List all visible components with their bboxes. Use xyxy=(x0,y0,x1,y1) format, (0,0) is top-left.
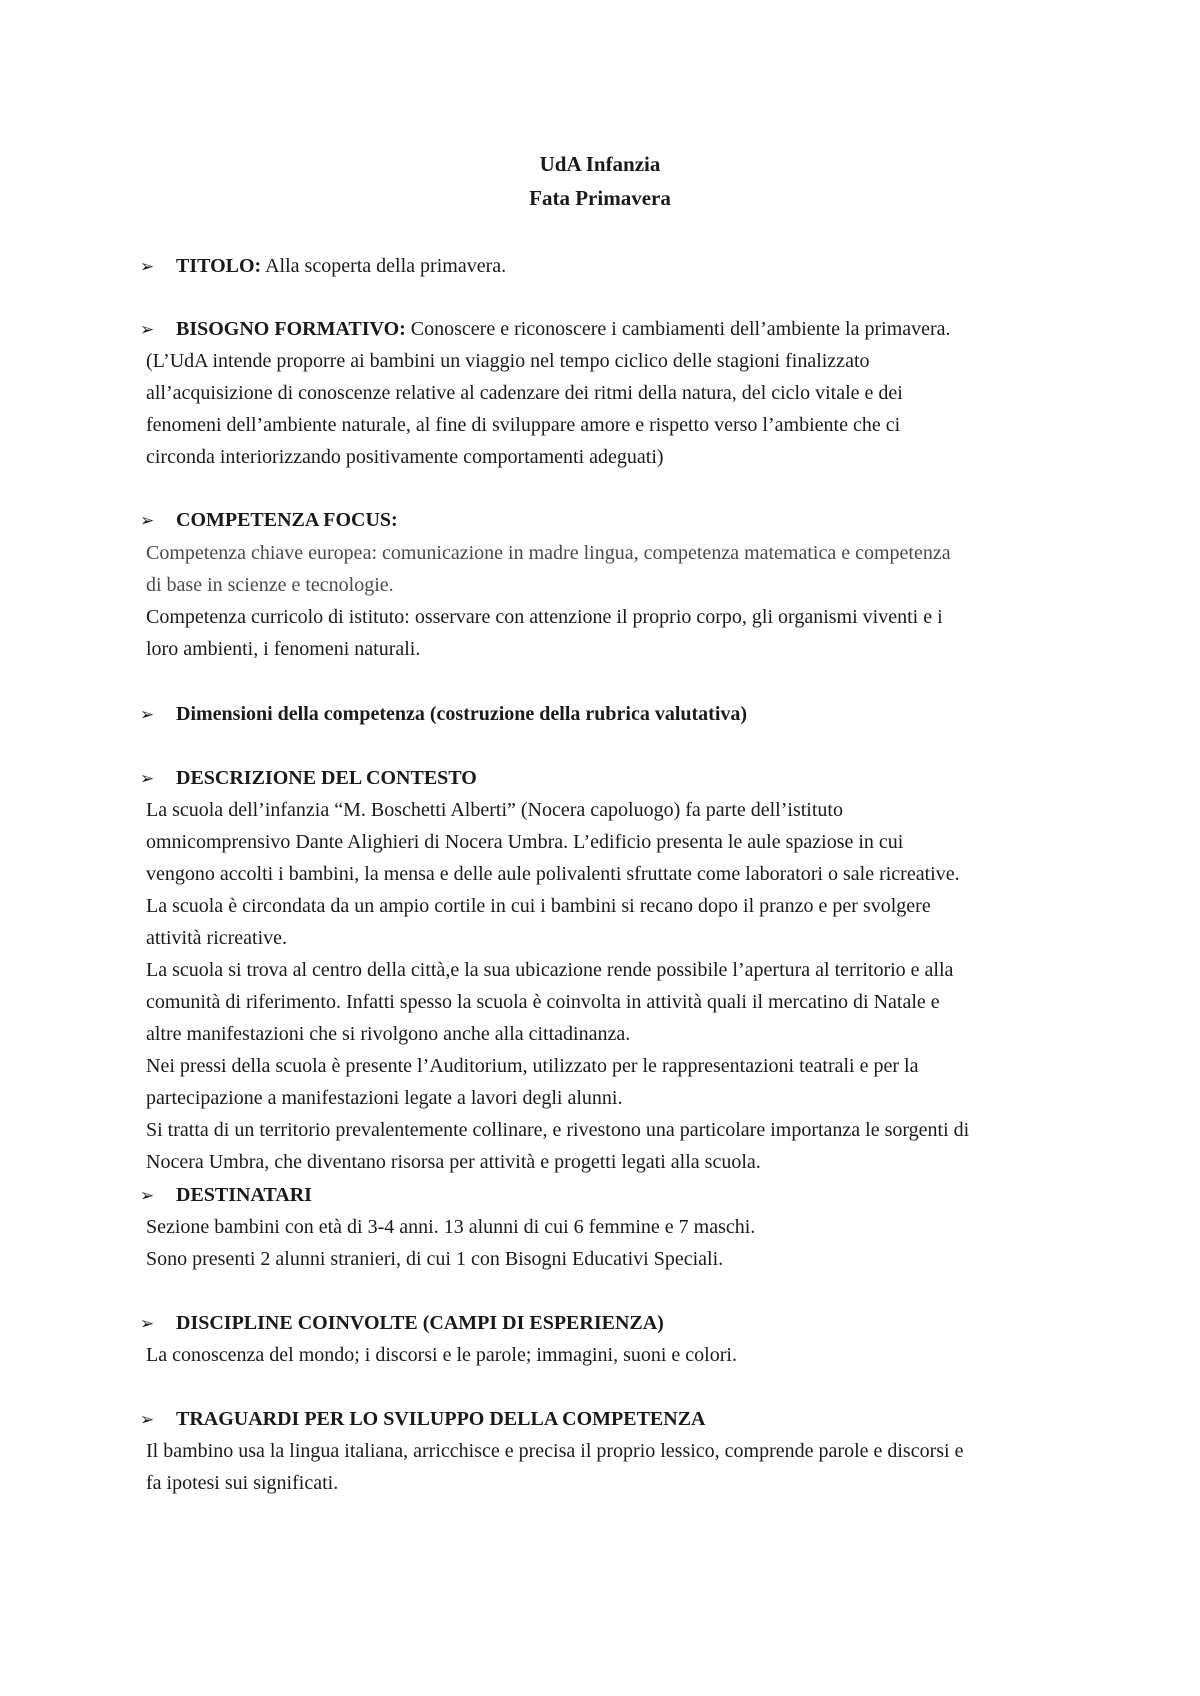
paragraph-line: di base in scienze e tecnologie. xyxy=(146,574,394,596)
document-subtitle: Fata Primavera xyxy=(529,186,671,210)
paragraph-line: La scuola dell’infanzia “M. Boschetti Alberti” (Nocera capoluogo) fa parte dell’istituto xyxy=(146,799,843,821)
paragraph-line: Sezione bambini con età di 3-4 anni. 13 alunni di cui 6 femmine e 7 maschi. xyxy=(146,1216,756,1238)
paragraph-line: Il bambino usa la lingua italiana, arricchisce e precisa il proprio lessico, comprende parole e discorsi e xyxy=(146,1440,964,1462)
section-label: DISCIPLINE COINVOLTE (CAMPI DI ESPERIENZA) xyxy=(176,1312,664,1334)
paragraph-line: La conoscenza del mondo; i discorsi e le parole; immagini, suoni e colori. xyxy=(146,1344,737,1366)
section-titolo xyxy=(140,250,1150,283)
paragraph-line: circonda interiorizzando positivamente comportamenti adeguati) xyxy=(146,446,664,468)
section-text: Conoscere e riconoscere i cambiamenti dell’ambiente la primavera. xyxy=(405,318,951,340)
section-label: DESTINATARI xyxy=(176,1184,312,1206)
paragraph-line: attività ricreative. xyxy=(146,927,288,949)
bullet-arrow-icon: ➢ xyxy=(140,769,155,789)
bullet-arrow-icon: ➢ xyxy=(140,1410,155,1430)
paragraph-line: Nocera Umbra, che diventano risorsa per attività e progetti legati alla scuola. xyxy=(146,1151,761,1173)
bullet-arrow-icon: ➢ xyxy=(140,320,155,340)
section-label: DESCRIZIONE DEL CONTESTO xyxy=(176,767,477,789)
section-bisogno-formativo xyxy=(140,313,1150,346)
paragraph-line: La scuola è circondata da un ampio cortile in cui i bambini si recano dopo il pranzo e per svolgere xyxy=(146,895,931,917)
paragraph-line: La scuola si trova al centro della città,e la sua ubicazione rende possibile l’apertura al territorio e alla xyxy=(146,959,954,981)
paragraph-line: omnicomprensivo Dante Alighieri di Nocera Umbra. L’edificio presenta le aule spaziose in cui xyxy=(146,831,904,853)
paragraph-line: Competenza chiave europea: comunicazione in madre lingua, competenza matematica e competenza xyxy=(146,542,951,564)
bullet-arrow-icon: ➢ xyxy=(140,511,155,531)
traguardi-paragraph xyxy=(146,1435,1156,1499)
section-label: Dimensioni della competenza (costruzione della rubrica valutativa) xyxy=(176,703,748,725)
bisogno-paragraph xyxy=(146,345,1156,473)
paragraph-line: partecipazione a manifestazioni legate a lavori degli alunni. xyxy=(146,1087,623,1109)
section-destinatari xyxy=(140,1179,1150,1212)
paragraph-line: loro ambienti, i fenomeni naturali. xyxy=(146,638,421,660)
section-label: TITOLO: xyxy=(176,255,262,277)
section-label: TRAGUARDI PER LO SVILUPPO DELLA COMPETENZA xyxy=(176,1408,706,1430)
section-label: COMPETENZA FOCUS: xyxy=(176,509,398,531)
paragraph-line: fa ipotesi sui significati. xyxy=(146,1472,339,1494)
bullet-arrow-icon: ➢ xyxy=(140,705,155,725)
section-traguardi xyxy=(140,1403,1150,1436)
bullet-arrow-icon: ➢ xyxy=(140,1314,155,1334)
section-discipline xyxy=(140,1307,1150,1340)
section-text: Alla scoperta della primavera. xyxy=(261,255,507,277)
section-label: BISOGNO FORMATIVO: xyxy=(176,318,406,340)
paragraph-line: all’acquisizione di conoscenze relative al cadenzare dei ritmi della natura, del ciclo vitale e dei xyxy=(146,382,903,404)
competenza-paragraph xyxy=(146,537,1156,665)
paragraph-line: Nei pressi della scuola è presente l’Auditorium, utilizzato per le rappresentazioni teatrali e per la xyxy=(146,1055,919,1077)
bullet-arrow-icon: ➢ xyxy=(140,1186,155,1206)
paragraph-line: altre manifestazioni che si rivolgono anche alla cittadinanza. xyxy=(146,1023,631,1045)
paragraph-line: Si tratta di un territorio prevalentemente collinare, e rivestono una particolare importanza le sorgenti di xyxy=(146,1119,970,1141)
destinatari-paragraph xyxy=(146,1211,1156,1275)
paragraph-line: Competenza curricolo di istituto: osservare con attenzione il proprio corpo, gli organismi viventi e i xyxy=(146,606,943,628)
section-competenza-focus xyxy=(140,504,1150,537)
bullet-arrow-icon: ➢ xyxy=(140,257,155,277)
section-contesto xyxy=(140,762,1150,795)
contesto-paragraph xyxy=(146,794,1156,1178)
paragraph-line: comunità di riferimento. Infatti spesso la scuola è coinvolta in attività quali il mercatino di Natale e xyxy=(146,991,940,1013)
paragraph-line: (L’UdA intende proporre ai bambini un viaggio nel tempo ciclico delle stagioni finalizzato xyxy=(146,350,870,372)
discipline-paragraph xyxy=(146,1339,1156,1371)
paragraph-line: fenomeni dell’ambiente naturale, al fine di sviluppare amore e rispetto verso l’ambiente che ci xyxy=(146,414,901,436)
paragraph-line: Sono presenti 2 alunni stranieri, di cui 1 con Bisogni Educativi Speciali. xyxy=(146,1248,724,1270)
paragraph-line: vengono accolti i bambini, la mensa e delle aule polivalenti sfruttate come laboratori o sale ricreative. xyxy=(146,863,960,885)
section-dimensioni xyxy=(140,698,1150,731)
document-title: UdA Infanzia xyxy=(539,152,661,176)
